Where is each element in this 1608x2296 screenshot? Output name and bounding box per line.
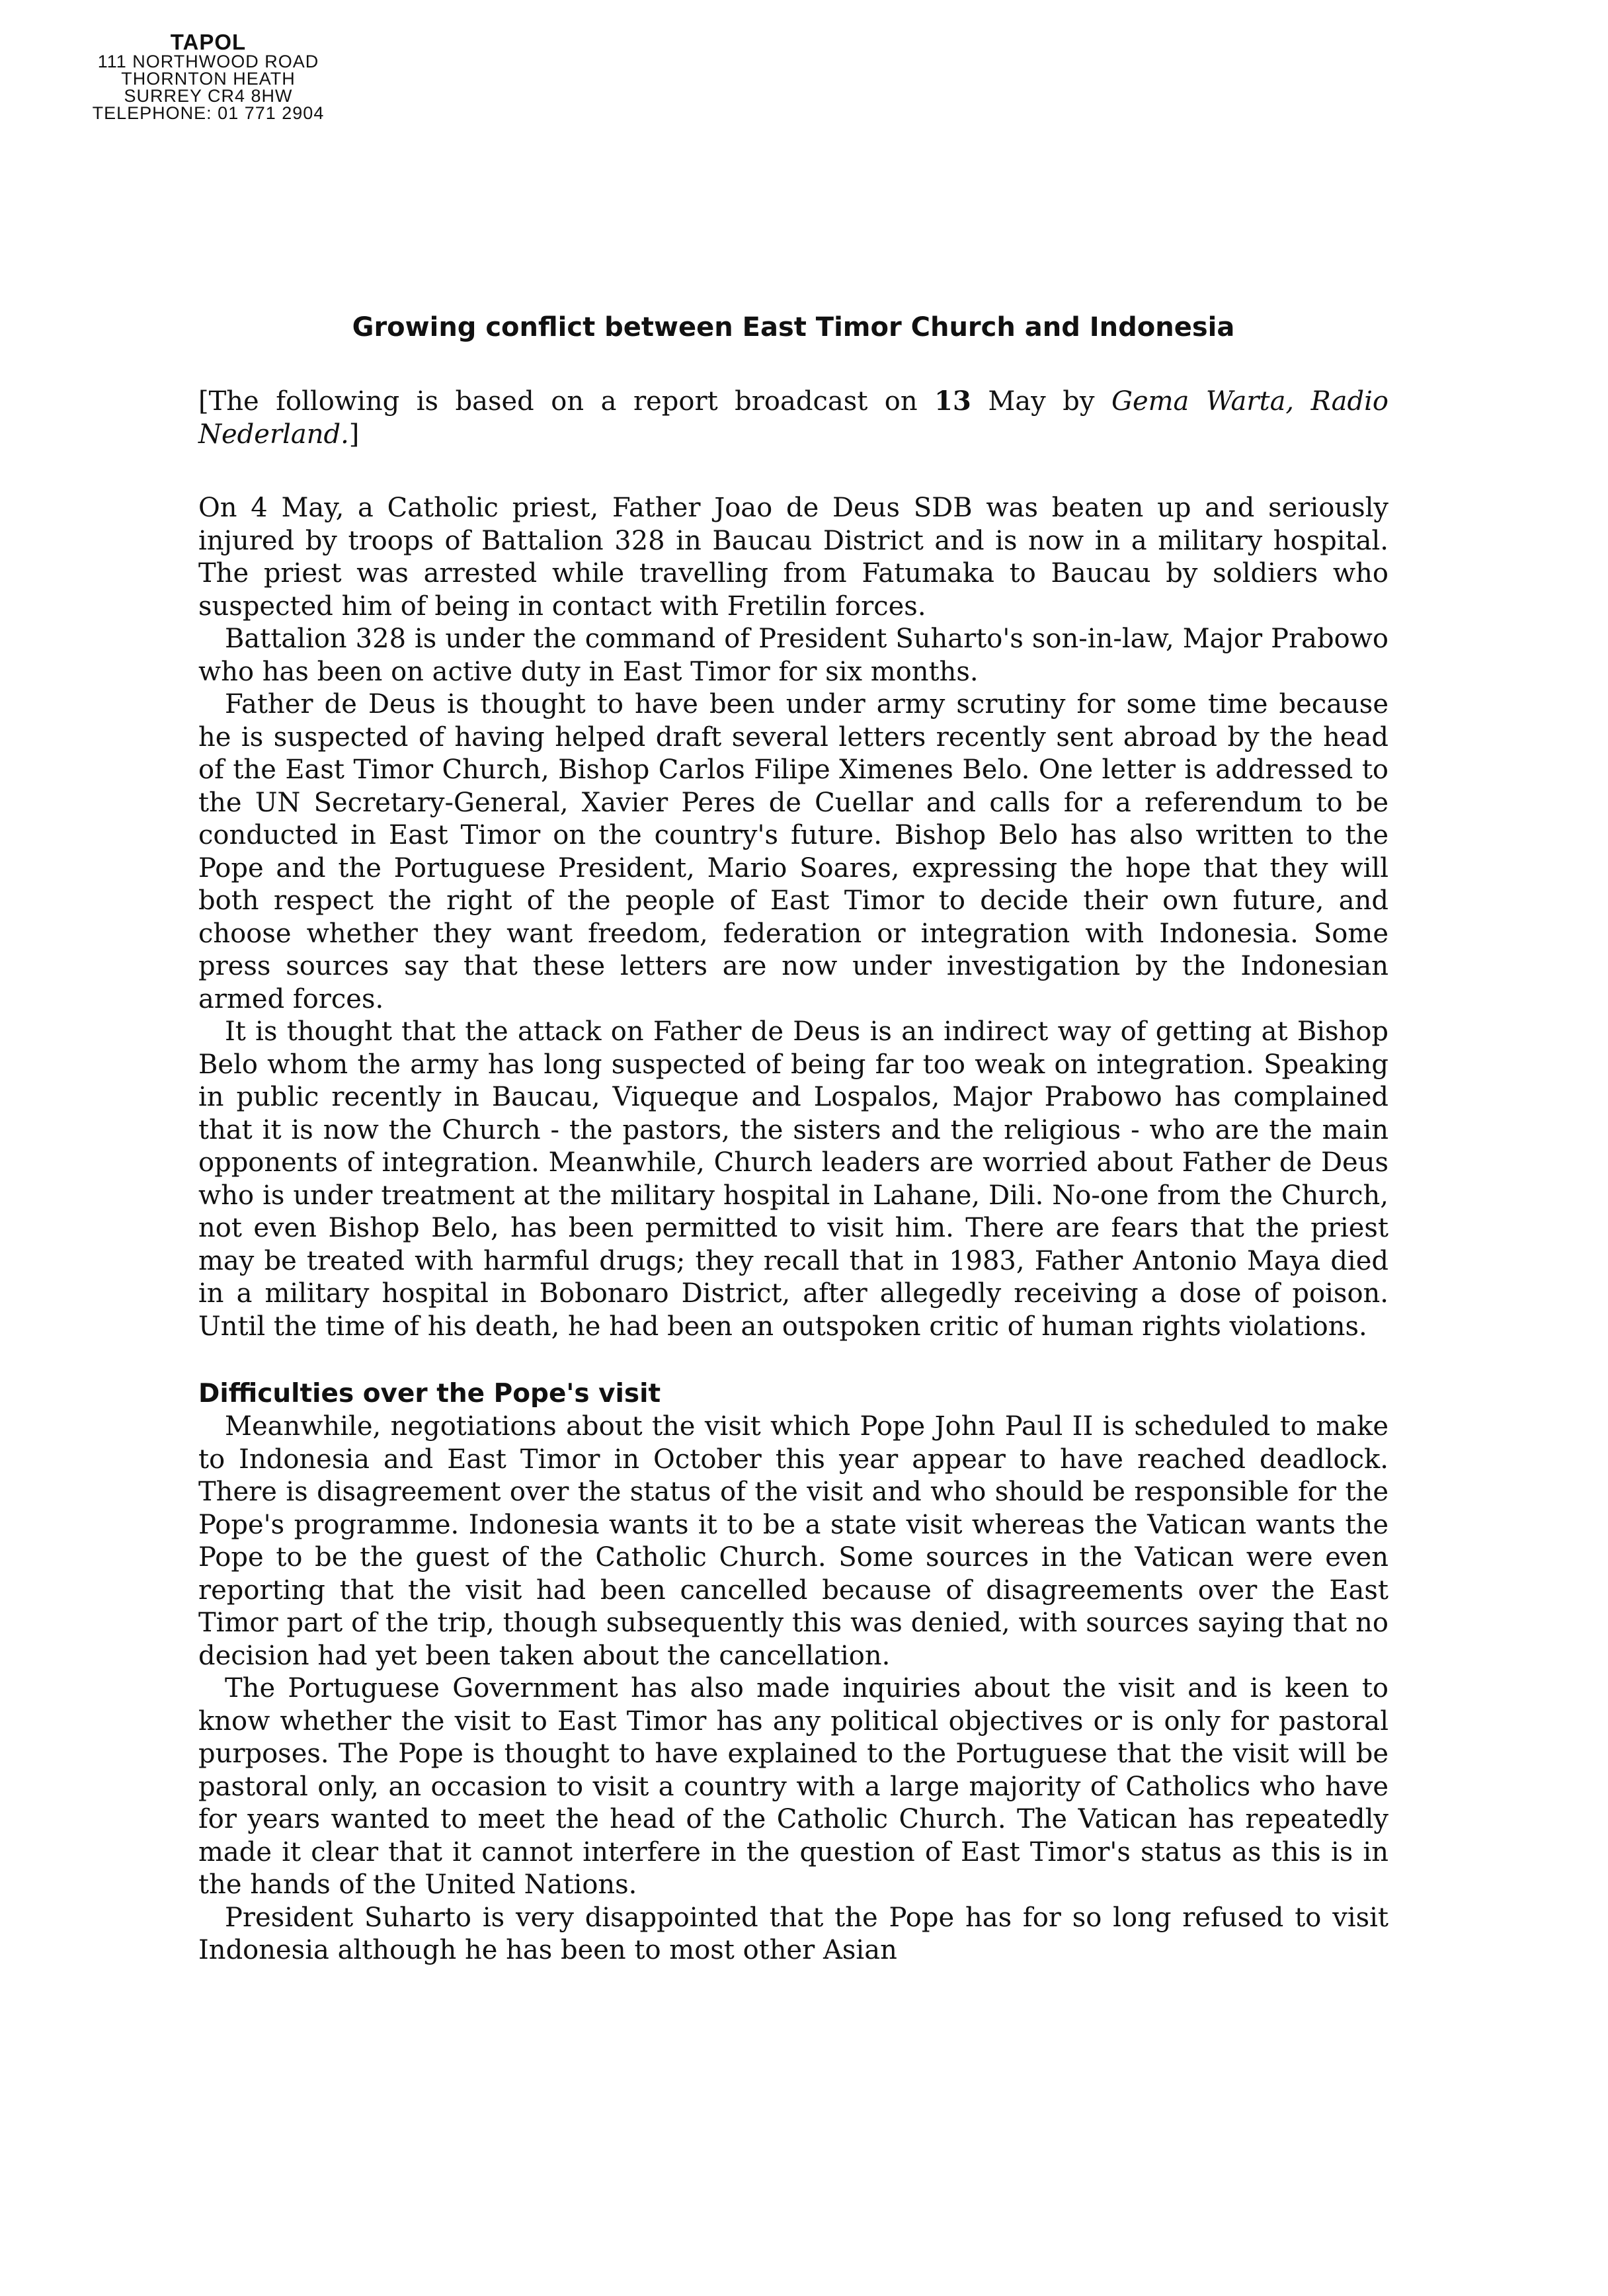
article (198, 311, 1388, 1967)
intro-prefix: [The following is based on a report broadcast on (198, 386, 935, 417)
section-heading: Difficulties over the Pope's visit (198, 1379, 661, 1409)
body-paragraph: On 4 May, a Catholic priest, Father Joao de Deus SDB was beaten up and seriously injured by troops of Battalion 328 in Baucau District and is now in a military hospital. The priest was arrested while travelling from Fatumaka to Baucau by soldiers who suspected him of being in contact with Fretilin forces. (198, 493, 1388, 622)
article-title: Growing conflict between East Timor Church and Indonesia (352, 312, 1235, 343)
body-paragraph: It is thought that the attack on Father de Deus is an indirect way of getting at Bishop Belo whom the army has long suspected of being far too weak on integration. Speaking in public recently in Baucau, Viqueque and Lospalos, Major Prabowo has complained that it is now the Church - the pastors, the sisters and the religious - who are the main opponents of integration. Meanwhile, Church leaders are worried about Father de Deus who is under treatment at the military hospital in Lahane, Dili. No-one from the Church, not even Bishop Belo, has been permitted to visit him. There are fears that the priest may be treated with harmful drugs; they recall that in 1983, Father Antonio Maya died in a military hospital in Bobonaro District, after allegedly receiving a dose of poison. Until the time of his death, he had been an outspoken critic of human rights violations. (198, 1016, 1388, 1342)
body-paragraph: Battalion 328 is under the command of President Suharto's son-in-law, Major Prabowo who has been on active duty in East Timor for six months. (198, 624, 1388, 687)
telephone-line: TELEPHONE: 01 771 2904 (92, 103, 325, 123)
address-line: 111 NORTHWOOD ROAD (97, 52, 319, 71)
address-line: SURREY CR4 8HW (124, 86, 293, 106)
address-line: THORNTON HEATH (121, 69, 296, 89)
intro-date: 13 (934, 386, 971, 417)
intro-source: Gema Warta, Radio Nederland. (198, 386, 1389, 450)
letterhead (63, 32, 354, 122)
body-paragraph: Father de Deus is thought to have been under army scrutiny for some time because he is suspected of having helped draft several letters recently sent abroad by the head of the East Timor Church, Bishop Carlos Filipe Ximenes Belo. One letter is addressed to the UN Secretary-General, Xavier Peres de Cuellar and calls for a referendum to be conducted in East Timor on the country's future. Bishop Belo has also written to the Pope and the Portuguese President, Mario Soares, expressing the hope that they will both respect the right of the people of East Timor to decide their own future, and choose whether they want freedom, federation or integration with Indonesia. Some press sources say that these letters are now under investigation by the Indonesian armed forces. (198, 689, 1388, 1014)
body-paragraph: Meanwhile, negotiations about the visit which Pope John Paul II is scheduled to make to Indonesia and East Timor in October this year appear to have reached deadlock. There is disagreement over the status of the visit and who should be responsible for the Pope's programme. Indonesia wants it to be a state visit whereas the Vatican wants the Pope to be the guest of the Catholic Church. Some sources in the Vatican were even reporting that the visit had been cancelled because of disagreements over the East Timor part of the trip, though subsequently this was denied, with sources saying that no decision had yet been taken about the cancellation. (198, 1411, 1388, 1671)
organization-name: TAPOL (170, 30, 247, 54)
intro-middle: May by (971, 386, 1111, 417)
body-paragraph: The Portuguese Government has also made inquiries about the visit and is keen to know whether the visit to East Timor has any political objectives or is only for pastoral purposes. The Pope is thought to have explained to the Portuguese that the visit will be pastoral only, an occasion to visit a country with a large majority of Catholics who have for years wanted to meet the head of the Catholic Church. The Vatican has repeatedly made it clear that it cannot interfere in the question of East Timor's status as this is in the hands of the United Nations. (198, 1673, 1388, 1900)
article-intro (198, 385, 1388, 451)
body-paragraph: President Suharto is very disappointed that the Pope has for so long refused to visit Indonesia although he has been to most other Asian (198, 1902, 1388, 1965)
intro-suffix: ] (348, 419, 360, 450)
